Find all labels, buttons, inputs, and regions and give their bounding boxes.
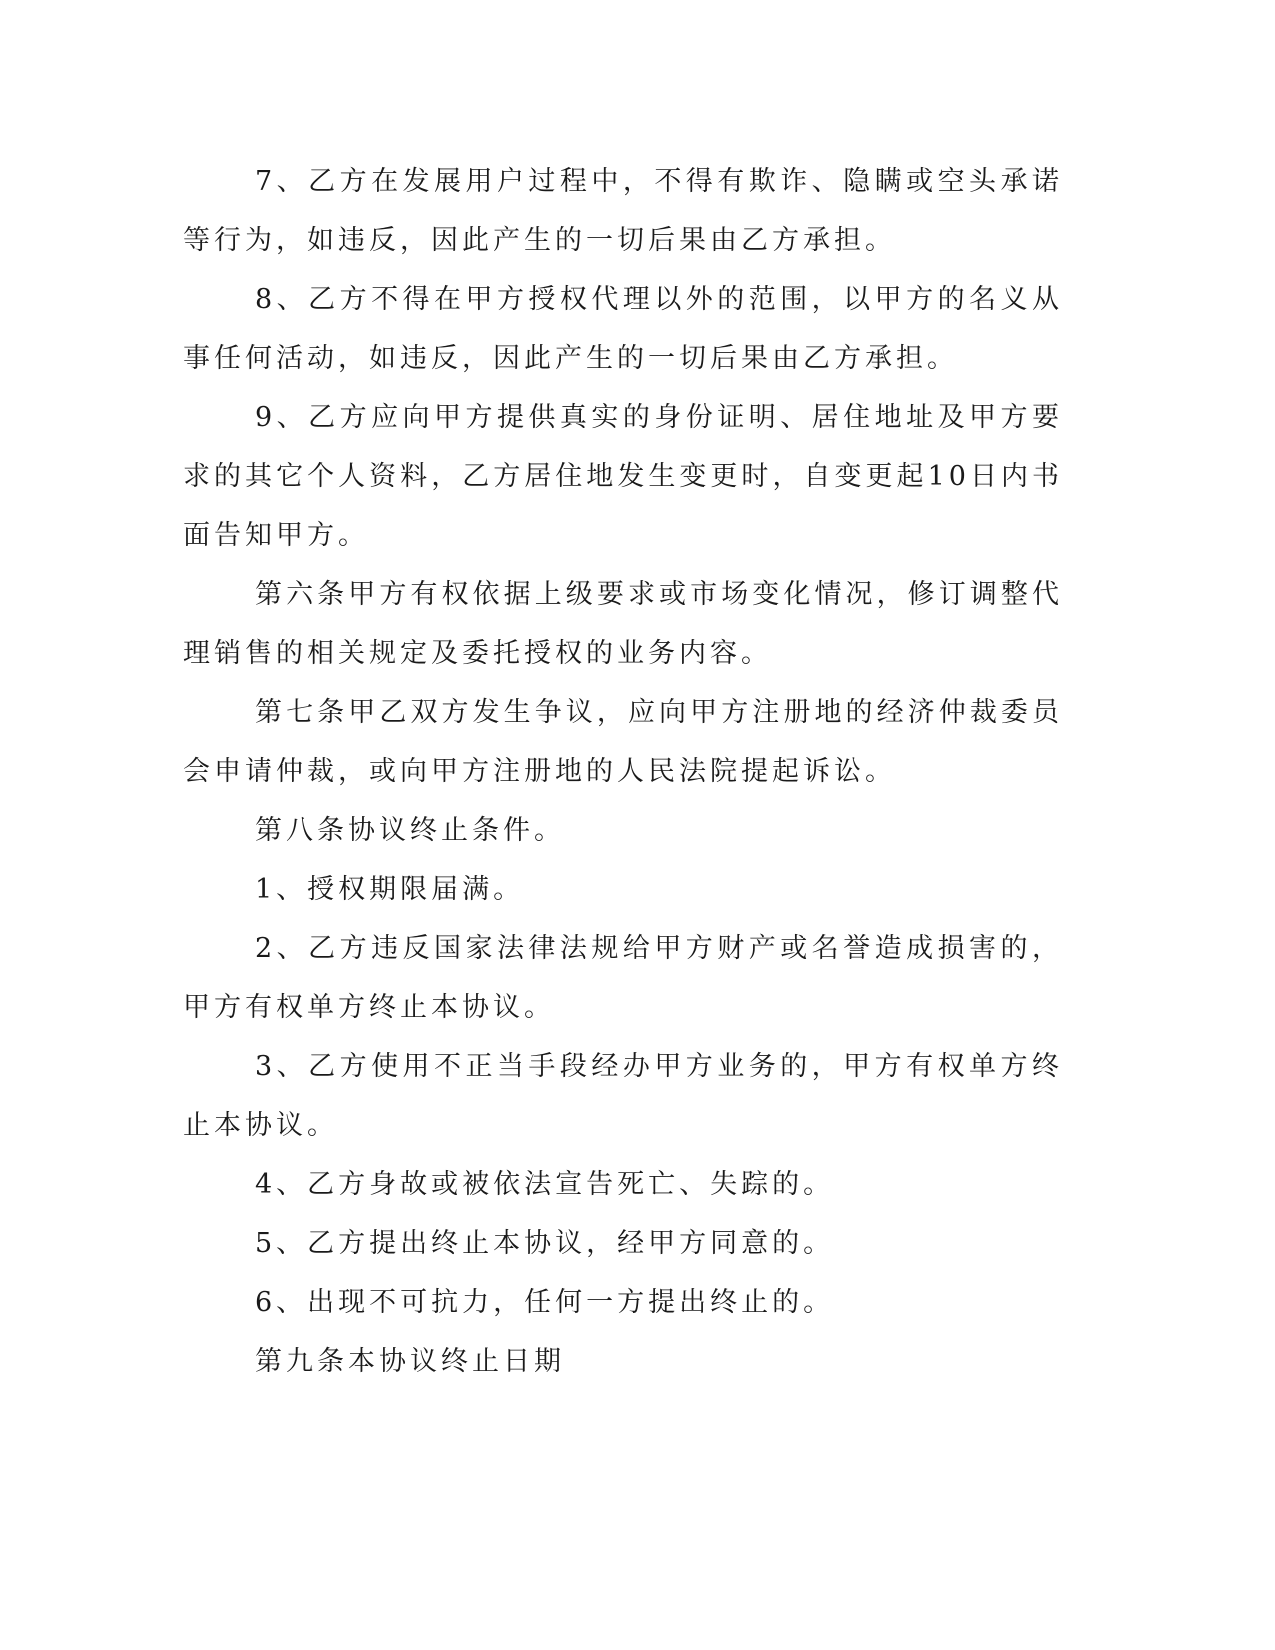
clause-paragraph: 7、乙方在发展用户过程中，不得有欺诈、隐瞒或空头承诺等行为，如违反，因此产生的一切后果由乙方承担。 [183, 166, 1063, 256]
list-item: 6、出现不可抗力，任何一方提出终止的。 [255, 1287, 835, 1318]
article-heading: 第九条本协议终止日期 [255, 1346, 565, 1377]
article-heading: 第八条协议终止条件。 [255, 815, 565, 846]
list-item: 2、乙方违反国家法律法规给甲方财产或名誉造成损害的，甲方有权单方终止本协议。 [183, 933, 1063, 1023]
document-body [183, 152, 1063, 1391]
article-paragraph: 第七条甲乙双方发生争议，应向甲方注册地的经济仲裁委员会申请仲裁，或向甲方注册地的人民法院提起诉讼。 [183, 697, 1063, 787]
list-item: 3、乙方使用不正当手段经办甲方业务的，甲方有权单方终止本协议。 [183, 1051, 1063, 1141]
list-item: 5、乙方提出终止本协议，经甲方同意的。 [255, 1228, 835, 1259]
clause-paragraph: 8、乙方不得在甲方授权代理以外的范围，以甲方的名义从事任何活动，如违反，因此产生的一切后果由乙方承担。 [183, 284, 1063, 374]
article-paragraph: 第六条甲方有权依据上级要求或市场变化情况，修订调整代理销售的相关规定及委托授权的业务内容。 [183, 579, 1063, 669]
clause-paragraph: 9、乙方应向甲方提供真实的身份证明、居住地址及甲方要求的其它个人资料，乙方居住地发生变更时，自变更起10日内书面告知甲方。 [183, 402, 1063, 551]
list-item: 1、授权期限届满。 [255, 874, 525, 905]
list-item: 4、乙方身故或被依法宣告死亡、失踪的。 [255, 1169, 835, 1200]
